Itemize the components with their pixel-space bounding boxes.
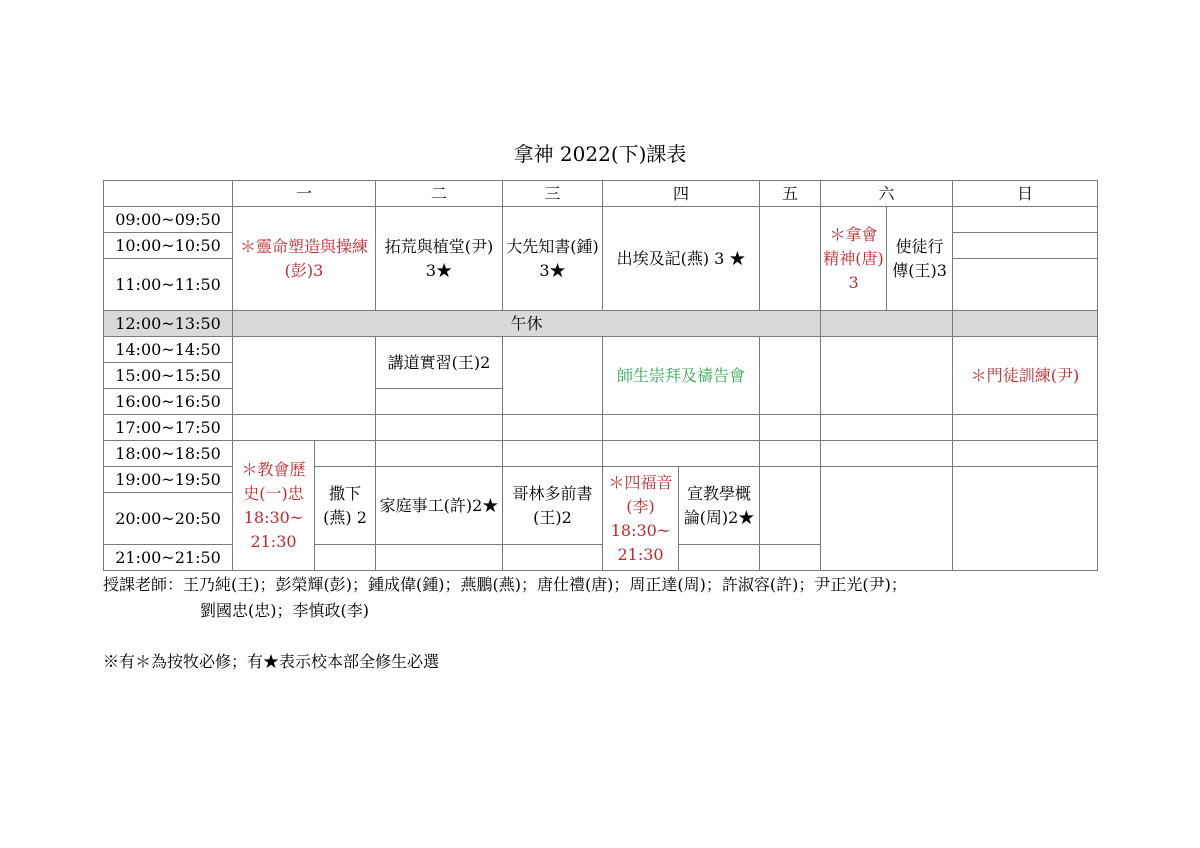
course-tue-evening: 家庭事工(許)2★ bbox=[376, 467, 503, 545]
course-thu-evening-a: ＊四福音(李) 18:30~ 21:30 bbox=[603, 467, 679, 571]
time-cell: 16:00~16:50 bbox=[104, 389, 233, 415]
empty-cell bbox=[760, 207, 821, 311]
empty-cell bbox=[953, 311, 1098, 337]
schedule-table bbox=[103, 180, 1098, 571]
day-header-mon: 一 bbox=[233, 181, 376, 207]
empty-cell bbox=[315, 545, 376, 571]
time-cell: 17:00~17:50 bbox=[104, 415, 233, 441]
course-wed-morning: 大先知書(鍾) 3★ bbox=[503, 207, 603, 311]
time-cell: 10:00~10:50 bbox=[104, 233, 233, 259]
time-cell: 15:00~15:50 bbox=[104, 363, 233, 389]
day-header-wed: 三 bbox=[503, 181, 603, 207]
empty-cell bbox=[315, 441, 376, 467]
time-cell: 19:00~19:50 bbox=[104, 467, 233, 493]
teacher-list-line-1: 授課老師：王乃純(王)；彭榮輝(彭)；鍾成偉(鍾)；燕鵬(燕)；唐仕禮(唐)；周正達(周)；許淑容(許)；尹正光(尹)； bbox=[103, 575, 907, 594]
course-sun-afternoon: ＊門徒訓練(尹) bbox=[953, 337, 1098, 415]
day-header-fri: 五 bbox=[760, 181, 821, 207]
empty-cell bbox=[760, 467, 821, 545]
course-mon-evening-b: 撒下(燕) 2 bbox=[315, 467, 376, 545]
day-header-tue: 二 bbox=[376, 181, 503, 207]
course-tue-afternoon: 講道實習(王)2 bbox=[376, 337, 503, 389]
empty-cell bbox=[821, 337, 953, 415]
empty-cell bbox=[760, 545, 821, 571]
empty-cell bbox=[760, 415, 821, 441]
teacher-list-line-2: 劉國忠(忠)；李慎政(李) bbox=[200, 601, 369, 620]
course-thu-morning: 出埃及記(燕) 3 ★ bbox=[603, 207, 760, 311]
course-thu-afternoon: 師生崇拜及禱告會 bbox=[603, 337, 760, 415]
course-thu-evening-b: 宣教學概論(周)2★ bbox=[679, 467, 760, 545]
empty-cell bbox=[603, 441, 760, 467]
course-sat-morning-a: ＊拿會精神(唐) 3 bbox=[821, 207, 887, 311]
time-cell: 09:00~09:50 bbox=[104, 207, 233, 233]
empty-cell bbox=[503, 337, 603, 415]
empty-cell bbox=[821, 311, 953, 337]
empty-cell bbox=[953, 233, 1098, 259]
empty-cell bbox=[821, 467, 953, 571]
empty-cell bbox=[233, 337, 376, 415]
empty-cell bbox=[503, 545, 603, 571]
time-cell: 14:00~14:50 bbox=[104, 337, 233, 363]
time-cell: 18:00~18:50 bbox=[104, 441, 233, 467]
empty-cell bbox=[953, 259, 1098, 311]
empty-cell bbox=[953, 467, 1098, 571]
page-title: 拿神 2022(下)課表 bbox=[513, 142, 687, 166]
course-mon-evening-a: ＊教會歷史(一)忠 18:30~ 21:30 bbox=[233, 441, 315, 571]
empty-cell bbox=[603, 415, 760, 441]
corner-cell bbox=[104, 181, 233, 207]
table-row bbox=[104, 441, 1098, 467]
day-header-thu: 四 bbox=[603, 181, 760, 207]
empty-cell bbox=[679, 545, 760, 571]
empty-cell bbox=[376, 545, 503, 571]
table-row bbox=[104, 311, 1098, 337]
time-cell: 21:00~21:50 bbox=[104, 545, 233, 571]
day-header-sun: 日 bbox=[953, 181, 1098, 207]
empty-cell bbox=[376, 415, 503, 441]
table-row bbox=[104, 337, 1098, 363]
day-header-sat: 六 bbox=[821, 181, 953, 207]
empty-cell bbox=[760, 441, 821, 467]
empty-cell bbox=[376, 389, 503, 415]
empty-cell bbox=[376, 441, 503, 467]
empty-cell bbox=[503, 415, 603, 441]
time-cell: 12:00~13:50 bbox=[104, 311, 233, 337]
header-row bbox=[104, 181, 1098, 207]
empty-cell bbox=[953, 415, 1098, 441]
empty-cell bbox=[821, 441, 953, 467]
empty-cell bbox=[953, 207, 1098, 233]
time-cell: 11:00~11:50 bbox=[104, 259, 233, 311]
legend-note: ※有＊為按牧必修；有★表示校本部全修生必選 bbox=[103, 652, 440, 671]
table-row bbox=[104, 415, 1098, 441]
empty-cell bbox=[233, 415, 376, 441]
empty-cell bbox=[953, 441, 1098, 467]
course-mon-morning: ＊靈命塑造與操練(彭)3 bbox=[233, 207, 376, 311]
empty-cell bbox=[503, 441, 603, 467]
table-row bbox=[104, 207, 1098, 233]
time-cell: 20:00~20:50 bbox=[104, 493, 233, 545]
course-tue-morning: 拓荒與植堂(尹) 3★ bbox=[376, 207, 503, 311]
empty-cell bbox=[821, 415, 953, 441]
course-wed-evening: 哥林多前書(王)2 bbox=[503, 467, 603, 545]
lunch-break: 午休 bbox=[233, 311, 821, 337]
empty-cell bbox=[760, 337, 821, 415]
course-sat-morning-b: 使徒行傳(王)3 bbox=[887, 207, 953, 311]
teacher-list bbox=[103, 572, 907, 624]
